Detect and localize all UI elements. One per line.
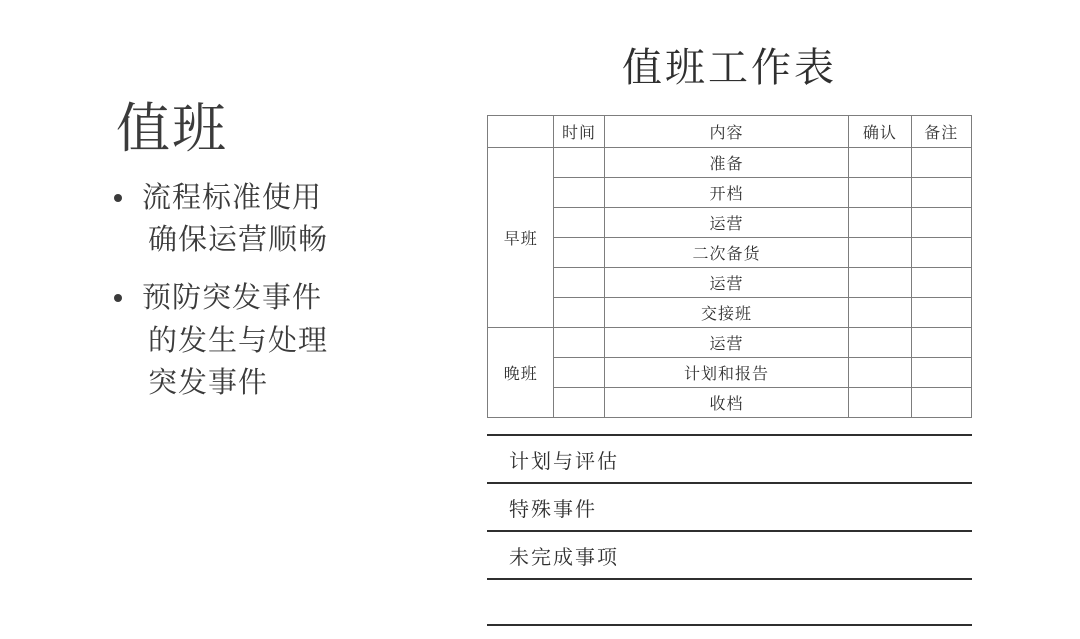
table-row xyxy=(488,298,972,328)
time-cell[interactable] xyxy=(554,328,604,358)
content-cell: 运营 xyxy=(604,208,849,238)
footer-row-label: 计划与评估 xyxy=(509,450,619,473)
table-header-cell-content: 内容 xyxy=(604,116,849,148)
table-row xyxy=(488,238,972,268)
footer-row-unfinished[interactable] xyxy=(487,532,972,580)
content-cell: 开档 xyxy=(604,178,849,208)
content-cell: 准备 xyxy=(604,148,849,178)
remark-cell[interactable] xyxy=(911,298,971,328)
content-cell: 运营 xyxy=(604,268,849,298)
footer-row-blank[interactable] xyxy=(487,580,972,626)
footer-row-label: 特殊事件 xyxy=(509,498,597,521)
confirm-cell[interactable] xyxy=(849,268,911,298)
content-cell: 收档 xyxy=(604,388,849,418)
time-cell[interactable] xyxy=(554,178,604,208)
confirm-cell[interactable] xyxy=(849,178,911,208)
footer-row-label: 未完成事项 xyxy=(509,546,619,569)
table-header-cell-confirm: 确认 xyxy=(849,116,911,148)
bullet-line: 确保运营顺畅 xyxy=(148,224,329,257)
remark-cell[interactable] xyxy=(911,358,971,388)
footer-row-special[interactable] xyxy=(487,484,972,532)
confirm-cell[interactable] xyxy=(849,238,911,268)
table-row xyxy=(488,208,972,238)
remark-cell[interactable] xyxy=(911,208,971,238)
bullet-line: 流程标准使用 xyxy=(142,182,323,215)
time-cell[interactable] xyxy=(554,268,604,298)
confirm-cell[interactable] xyxy=(849,298,911,328)
bullet-dot-icon xyxy=(114,194,122,202)
time-cell[interactable] xyxy=(554,208,604,238)
confirm-cell[interactable] xyxy=(849,148,911,178)
content-cell: 二次备货 xyxy=(604,238,849,268)
confirm-cell[interactable] xyxy=(849,388,911,418)
sheet-title: 值班工作表 xyxy=(622,46,837,90)
content-cell: 计划和报告 xyxy=(604,358,849,388)
remark-cell[interactable] xyxy=(911,328,971,358)
footer-row-plan[interactable] xyxy=(487,436,972,484)
duty-sheet-block xyxy=(487,36,972,626)
bullet-line: 的发生与处理 xyxy=(148,324,329,357)
bullet-dot-icon xyxy=(114,294,122,302)
content-cell: 交接班 xyxy=(604,298,849,328)
time-cell[interactable] xyxy=(554,388,604,418)
list-item xyxy=(108,177,438,261)
list-item xyxy=(108,277,438,403)
confirm-cell[interactable] xyxy=(849,328,911,358)
table-row xyxy=(488,388,972,418)
shift-label-evening: 晚班 xyxy=(488,328,554,418)
table-row xyxy=(488,358,972,388)
table-header-cell-time: 时间 xyxy=(554,116,604,148)
shift-label-morning: 早班 xyxy=(488,148,554,328)
bullet-line: 突发事件 xyxy=(148,366,269,399)
left-text-block xyxy=(108,100,438,420)
table-header-row xyxy=(488,116,972,148)
remark-cell[interactable] xyxy=(911,268,971,298)
time-cell[interactable] xyxy=(554,298,604,328)
table-row xyxy=(488,268,972,298)
table-row xyxy=(488,178,972,208)
bullet-list xyxy=(108,177,438,403)
table-header-cell-remark: 备注 xyxy=(911,116,971,148)
confirm-cell[interactable] xyxy=(849,208,911,238)
time-cell[interactable] xyxy=(554,358,604,388)
table-row xyxy=(488,328,972,358)
footer-ruled-rows xyxy=(487,434,972,626)
content-cell: 运营 xyxy=(604,328,849,358)
remark-cell[interactable] xyxy=(911,178,971,208)
bullet-line: 预防突发事件 xyxy=(142,282,323,315)
remark-cell[interactable] xyxy=(911,238,971,268)
page-title: 值班 xyxy=(116,99,228,159)
remark-cell[interactable] xyxy=(911,388,971,418)
remark-cell[interactable] xyxy=(911,148,971,178)
table-row xyxy=(488,148,972,178)
duty-table xyxy=(487,115,972,418)
time-cell[interactable] xyxy=(554,148,604,178)
table-header-cell-shift xyxy=(488,116,554,148)
time-cell[interactable] xyxy=(554,238,604,268)
confirm-cell[interactable] xyxy=(849,358,911,388)
